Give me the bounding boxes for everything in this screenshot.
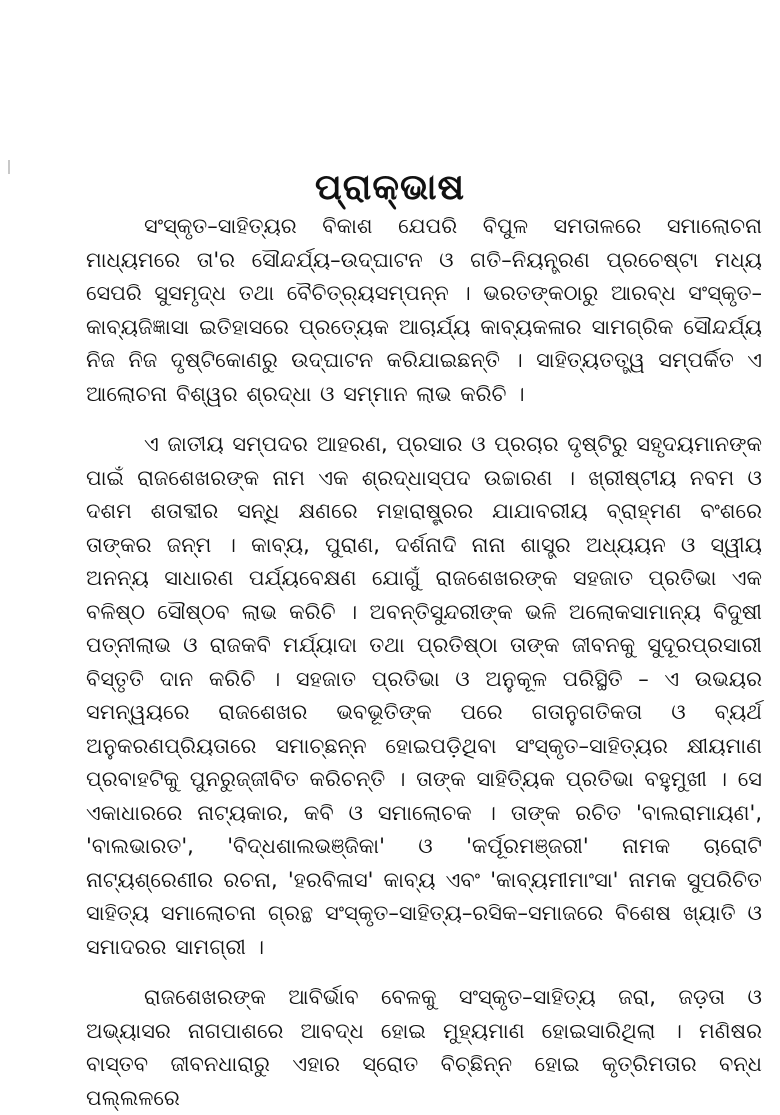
paragraph-2: ଏ ଜାତୀୟ ସମ୍ପଦର ଆହରଣ, ପ୍ରସାର ଓ ପ୍ରଚାର ଦୃଷ୍ଟିରୁ ସହୃଦୟମାନଙ୍କ ପାଇଁ ରାଜଶେଖରଙ୍କ ନାମ ଏକ ଶ୍ରଦ୍ଧାସ୍ପଦ ଉଚ୍ଚାରଣ । ଖ୍ରୀଷ୍ଟୀୟ ନବମ ଓ ଦଶମ ଶତାବ୍ଦୀର ସନ୍ଧି କ୍ଷଣରେ ମହାରାଷ୍ଟ୍ରର ଯାଯାବରୀୟ ବ୍ରାହ୍ମଣ ବଂଶରେ ତାଙ୍କର ଜନ୍ମ । କାବ୍ୟ, ପୁରାଣ, ଦର୍ଶନାଦି ନାନା ଶାସ୍ତ୍ର ଅଧ୍ୟୟନ ଓ ସ୍ୱୀୟ ଅନନ୍ୟ ସାଧାରଣ ପର୍ଯ୍ୟବେକ୍ଷଣ ଯୋଗୁଁ ରାଜଶେଖରଙ୍କ ସହଜାତ ପ୍ରତିଭା ଏକ ବଳିଷ୍ଠ ସୌଷ୍ଠବ ଲାଭ କରିଚି । ଅବନ୍ତିସୁନ୍ଦରୀଙ୍କ ଭଳି ଅଲୋକସାମାନ୍ୟ ବିଦୁଷୀ ପତ୍ନୀଲାଭ ଓ ରାଜକବି ମର୍ଯ୍ୟାଦା ତଥା ପ୍ରତିଷ୍ଠା ତାଙ୍କ ଜୀବନକୁ ସୁଦୂରପ୍ରସାରୀ ବିସ୍ତୃତି ଦାନ କରିଚି । ସହଜାତ ପ୍ରତିଭା ଓ ଅନୁକୂଳ ପରିସ୍ଥିତି – ଏ ଉଭୟର ସମନ୍ୱୟରେ ରାଜଶେଖର ଭବଭୂତିଙ୍କ ପରେ ଗତାନୁଗତିକତା ଓ ବ୍ୟର୍ଥ ଅନୁକରଣପ୍ରିୟତାରେ ସମାଚ୍ଛନ୍ନ ହୋଇପଡ଼ିଥିବା ସଂସ୍କୃତ–ସାହିତ୍ୟର କ୍ଷୀୟମାଣ ପ୍ରବାହଟିକୁ ପୁନରୁଜ୍ଜୀବିତ କରିଚନ୍ତି । ତାଙ୍କ ସାହିତ୍ୟିକ ପ୍ରତିଭା ବହୁମୁଖୀ । ସେ ଏକାଧାରରେ ନାଟ୍ୟକାର, କବି ଓ ସମାଲୋଚକ । ତାଙ୍କ ରଚିତ 'ବାଲରାମାୟଣ', 'ବାଲଭାରତ', 'ବିଦ୍ଧଶାଲଭଞ୍ଜିକା' ଓ 'କର୍ପୂରମଞ୍ଜରୀ' ନାମକ ଚାରୋଟି ନାଟ୍ୟଶ୍ରେଣୀର ରଚନା, 'ହରବିଳାସ' କାବ୍ୟ ଏବଂ 'କାବ୍ୟମୀମାଂସା' ନାମକ ସୁପରିଚିତ ସାହିତ୍ୟ ସମାଲୋଚନା ଗ୍ରନ୍ଥ ସଂସ୍କୃତ–ସାହିତ୍ୟ–ରସିକ–ସମାଜରେ ବିଶେଷ ଖ୍ୟାତି ଓ ସମାଦରର ସାମଗ୍ରୀ । [86, 432, 762, 959]
paragraph-3: ରାଜଶେଖରଙ୍କ ଆବିର୍ଭାବ ବେଳକୁ ସଂସ୍କୃତ–ସାହିତ୍ୟ ଜରା, ଜଡ଼ତା ଓ ଅଭ୍ୟାସର ନାଗପାଶରେ ଆବଦ୍ଧ ହୋଇ ମୁହ୍ୟମାଣ ହୋଇସାରିଥିଲା । ମଣିଷର ବାସ୍ତବ ଜୀବନଧାରାରୁ ଏହାର ସ୍ରୋତ ବିଚ୍ଛିନ୍ନ ହୋଇ କୃତ୍ରିମତାର ବନ୍ଧ ପଲ୍ଲଳରେ [86, 985, 762, 1110]
body-text [86, 210, 762, 1115]
page-title: ପ୍ରାକ୍‌ଭାଷ [314, 167, 466, 209]
paragraph-1: ସଂସ୍କୃତ–ସାହିତ୍ୟର ବିକାଶ ଯେପରି ବିପୁଳ ସମତାଳରେ ସମାଲୋଚନା ମାଧ୍ୟମରେ ତା'ର ସୌନ୍ଦର୍ଯ୍ୟ–ଉଦ୍‌ଘାଟନ ଓ ଗତି–ନିୟନ୍ତ୍ରଣ ପ୍ରଚେଷ୍ଟା ମଧ୍ୟ ସେପରି ସୁସମୃଦ୍ଧ ତଥା ବୈଚିତ୍ର୍ୟସମ୍ପନ୍ନ । ଭରତଙ୍କଠାରୁ ଆରବ୍ଧ ସଂସ୍କୃତ–କାବ୍ୟଜିଜ୍ଞାସା ଇତିହାସରେ ପ୍ରତ୍ୟେକ ଆଚାର୍ଯ୍ୟ କାବ୍ୟକଳାର ସାମଗ୍ରିକ ସୌନ୍ଦର୍ଯ୍ୟ ନିଜ ନିଜ ଦୃଷ୍ଟିକୋଣରୁ ଉଦ୍‌ଘାଟନ କରିଯାଇଛନ୍ତି । ସାହିତ୍ୟତତ୍ତ୍ୱ ସମ୍ପର୍କିତ ଏ ଆଲୋଚନା ବିଶ୍ୱର ଶ୍ରଦ୍ଧା ଓ ସମ୍ମାନ ଲାଭ କରିଚି । [86, 214, 762, 406]
